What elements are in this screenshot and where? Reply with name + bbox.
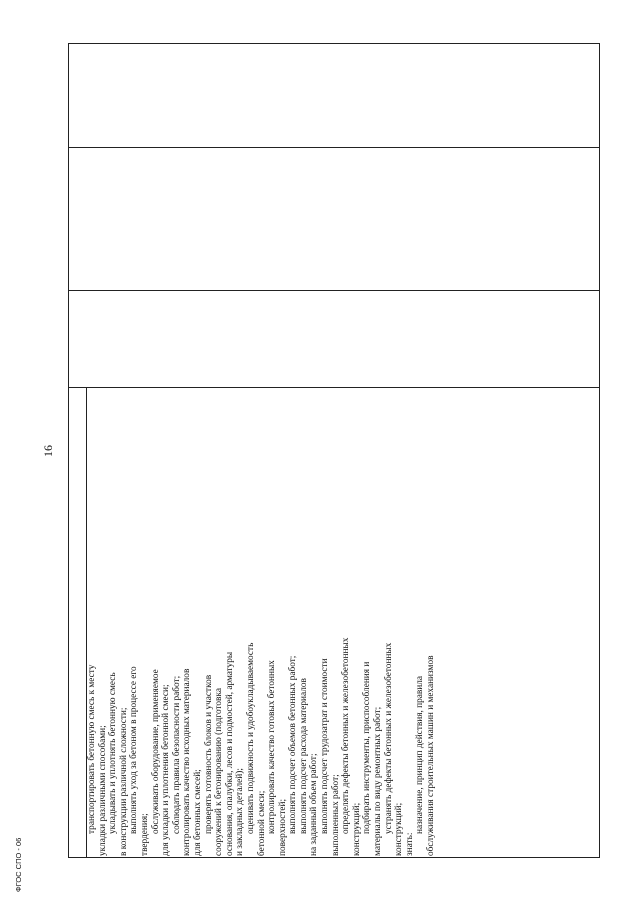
text-line: транспортировать бетонную смесь к месту [87, 664, 97, 834]
text-line: выполнять подсчет расхода материалов [298, 678, 309, 834]
text-line: проверять готовность блоков и участков [203, 674, 214, 834]
text-line: для укладки и уплотнения бетонной смеси; [161, 684, 172, 856]
text-line: соблюдать правила безопасности работ; [171, 675, 182, 834]
table-row-divider [69, 387, 599, 388]
text-line: выполнять подсчет объемов бетонных работ; [288, 655, 299, 834]
text-line: конструкций; [351, 802, 362, 856]
text-line: бетонной смеси; [256, 790, 267, 856]
rotated-text-block [87, 492, 595, 856]
skills-text-cell [87, 492, 451, 856]
text-line: подбирать инструменты, приспособления и [362, 661, 373, 834]
text-line: на заданный объем работ; [309, 753, 320, 856]
text-line: конструкций; [394, 802, 405, 856]
text-line: обслуживать оборудование, применяемое [150, 669, 161, 834]
text-line: выполненных работ; [330, 774, 341, 856]
text-line: устранять дефекты бетонных и железобетонных [383, 642, 394, 834]
text-line: контролировать качество исходных материалов [182, 668, 193, 856]
footer-code: ФГОС СПО - 06 [14, 837, 23, 892]
text-line: выполнять уход за бетоном в процессе его [129, 666, 140, 834]
text-line: поверхностей; [277, 798, 288, 856]
text-line: твердения; [139, 813, 150, 856]
page-number: 16 [41, 445, 55, 457]
text-line: основания, опалубки, лесов и подмостей, арматуры [224, 651, 235, 856]
table-row-divider [69, 290, 599, 291]
text-line: для бетонных смесей; [192, 769, 203, 856]
text-line: материалы по виду ремонтных работ; [373, 706, 384, 856]
text-line: назначение, принцип действия, правила [415, 675, 426, 834]
text-line: обслуживания строительных машин и механизмов [426, 655, 436, 856]
table-row-divider [69, 147, 599, 148]
text-line: выполнять подсчет трудозатрат и стоимости [320, 658, 331, 834]
text-line: в конструкции различной сложности; [118, 707, 129, 856]
text-line: знать: [404, 832, 415, 856]
text-line: контролировать качество готовых бетонных [267, 660, 278, 834]
text-line: оценивать подвижность и удобоукладываемость [245, 642, 256, 834]
text-line: определять дефекты бетонных и железобетонных [341, 637, 352, 834]
text-line: укладывать и уплотнять бетонную смесь [108, 672, 119, 834]
text-line: и закладных деталей); [235, 768, 246, 856]
text-line: укладки различными способами; [97, 725, 108, 856]
text-line: сооружений к бетонированию (подготовка [214, 688, 225, 856]
document-table [68, 43, 600, 858]
